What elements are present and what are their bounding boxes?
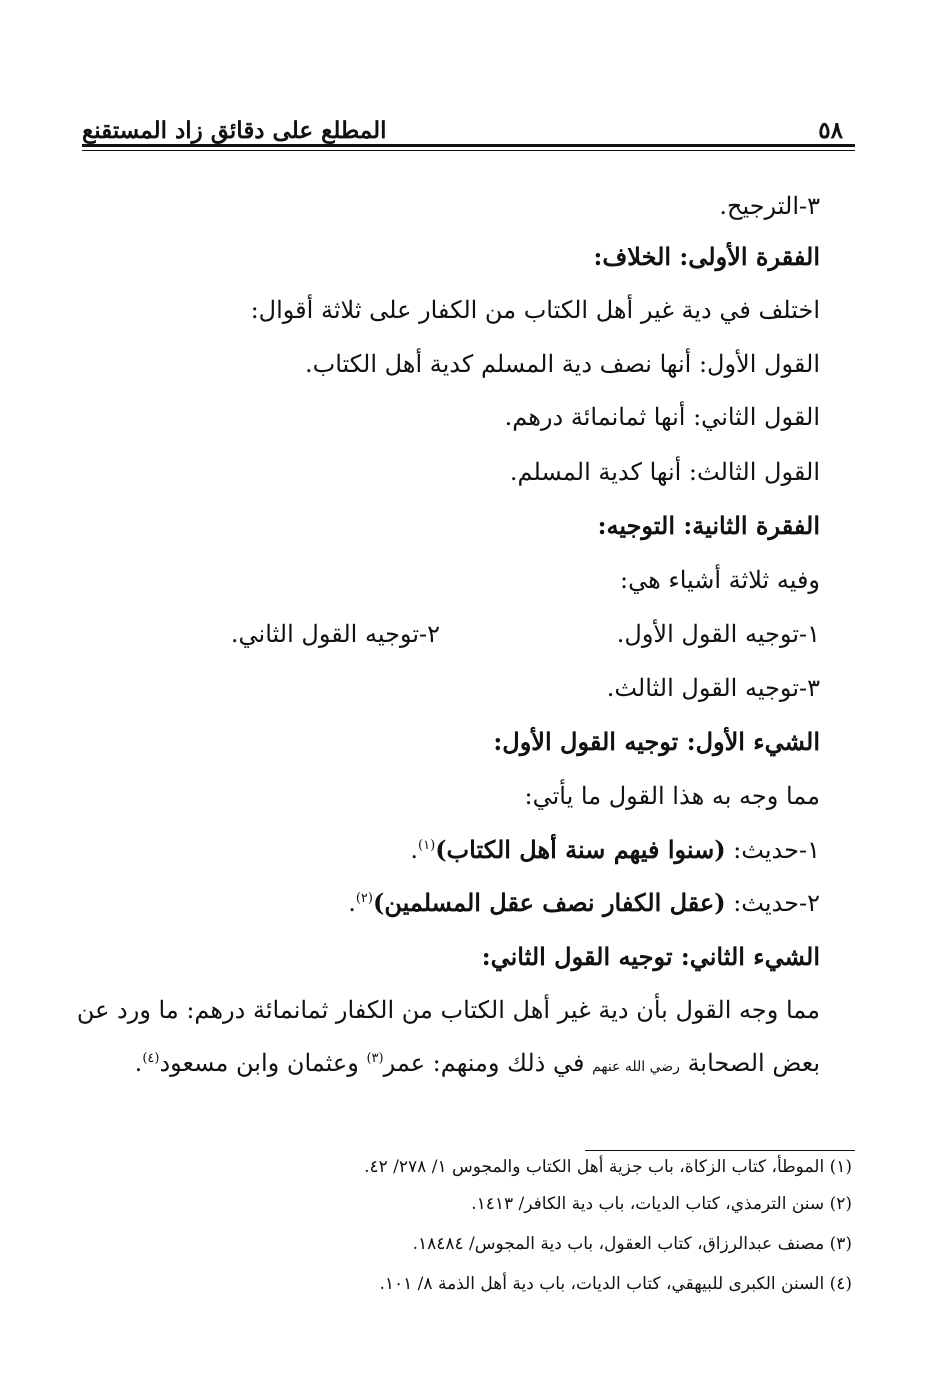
- hadith-prefix: ١-حديث:: [725, 836, 820, 864]
- section-heading: الشيء الثاني: توجيه القول الثاني:: [481, 942, 820, 971]
- text-line: القول الثالث: أنها كدية المسلم.: [509, 458, 820, 486]
- text-line: القول الأول: أنها نصف دية المسلم كدية أهل الكتاب.: [304, 350, 820, 378]
- section-heading: الفقرة الثانية: التوجيه:: [597, 511, 820, 540]
- text-line: ٣-الترجيح.: [719, 192, 820, 220]
- hadith-quote: (سنوا فيهم سنة أهل الكتاب): [435, 835, 726, 864]
- text-line: القول الثاني: أنها ثمانمائة درهم.: [504, 403, 820, 431]
- text-line: مما وجه القول بأن دية غير أهل الكتاب من الكفار ثمانمائة درهم: ما ورد عن: [76, 996, 820, 1024]
- page-number: ٥٨: [818, 117, 843, 144]
- section-heading: الفقرة الأولى: الخلاف:: [593, 242, 820, 271]
- footnote-ref: (٢): [355, 891, 373, 906]
- list-item: ٢-توجيه القول الثاني.: [230, 620, 440, 648]
- text-line: مما وجه به هذا القول ما يأتي:: [524, 782, 820, 810]
- text-line: وفيه ثلاثة أشياء هي:: [620, 566, 820, 594]
- footnote: (٤) السنن الكبرى للبيهقي، كتاب الديات، باب دية أهل الذمة ٨/ ١٠١.: [379, 1274, 852, 1294]
- footnote-ref: (١): [418, 838, 436, 853]
- footnote: (٣) مصنف عبدالرزاق، كتاب العقول، باب دية المجوس/ ١٨٤٨٤.: [412, 1234, 852, 1254]
- footnote-ref: (٤): [142, 1051, 160, 1066]
- list-item: ٣-توجيه القول الثالث.: [606, 674, 820, 702]
- book-title: المطلع على دقائق زاد المستقنع: [82, 117, 387, 144]
- hadith-line: ٢-حديث: (عقل الكفار نصف عقل المسلمين)$^{(٢)}$.: [348, 888, 820, 917]
- running-header: [82, 96, 855, 144]
- header-rule-thick: [82, 144, 855, 147]
- header-rule-thin: [82, 150, 855, 151]
- section-heading: الشيء الأول: توجيه القول الأول:: [493, 727, 820, 756]
- footnote: (٢) سنن الترمذي، كتاب الديات، باب دية الكافر/ ١٤١٣.: [471, 1194, 852, 1214]
- honorific-glyph: رضي الله عنهم: [592, 1059, 680, 1075]
- list-item: ١-توجيه القول الأول.: [616, 620, 820, 648]
- hadith-line: ١-حديث: (سنوا فيهم سنة أهل الكتاب)$^{(١)}$.: [410, 835, 820, 864]
- hadith-prefix: ٢-حديث:: [725, 889, 820, 917]
- text-line: اختلف في دية غير أهل الكتاب من الكفار على ثلاثة أقوال:: [250, 296, 820, 324]
- text-line: بعض الصحابة رضي الله عنهم في ذلك ومنهم: عمر$^{(٣)}$ وعثمان وابن مسعود$^{(٤)}$.: [134, 1049, 820, 1077]
- footnote: (١) الموطأ، كتاب الزكاة، باب جزية أهل الكتاب والمجوس ١/ ٢٧٨/ ٤٢.: [364, 1157, 852, 1177]
- hadith-quote: (عقل الكفار نصف عقل المسلمين): [372, 888, 726, 917]
- footnote-separator: [585, 1150, 855, 1151]
- footnote-ref: (٣): [366, 1051, 384, 1066]
